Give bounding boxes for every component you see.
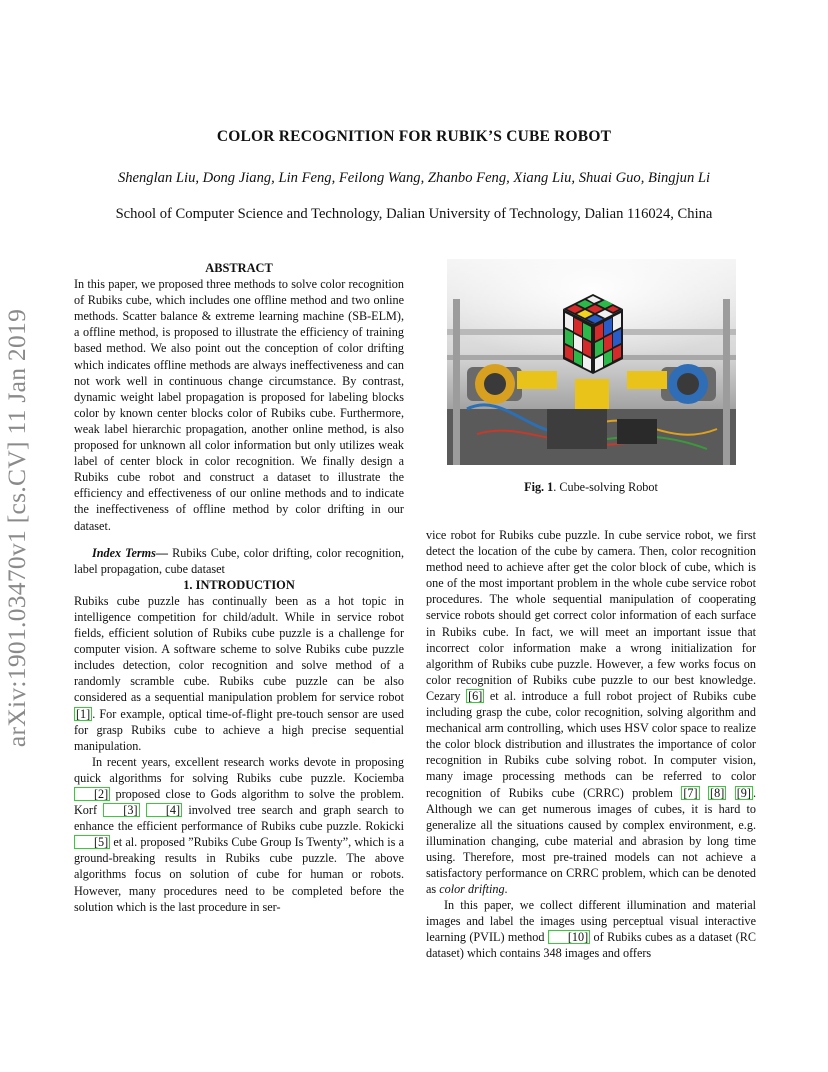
index-terms-text: Rubiks Cube, color drifting, color recognition, label propagation, cube dataset <box>74 545 404 576</box>
left-column <box>74 260 404 915</box>
intro-paragraph-3: vice robot for Rubiks cube puzzle. In cube service robot, we first detect the location of the cube by camera. Then, color recognition method need to achieve after get the color block of cube, which is one of the most important problem in the whole cube service robot procedures. The whole sequential manipulation of cooperating service robots should get correct color information of each surface in Rubiks cube. In fact, we will meet an important issue that incorrect color information make a wrong initialization for algorithm of Rubiks cube puzzle. However, a few works focus on color recognition of Rubiks cube puzzle to our best knowledge. Cezary [6] et al. introduce a full robot project of Rubiks cube including grasp the cube, color recognition, solving algorithm and mechanical arm controlling, which uses HSV color space to realize the color block distribution and illustrates the importance of color recognition in Rubiks cube solving robot. In computer vision, many image processing methods can be referred to color recognition of Rubiks cube (CRRC) problem [7] [8] [9] . Although we can get numerous images of cubes, it is hard to generalize all the situations caused by complex environment, e.g. illumination changing, cube material and abrasion by long time using. Therefore, most pre-trained models can not achieve a satisfactory performance on CRRC problem, which can be denoted as color drifting. <box>426 528 757 897</box>
index-terms-label: Index Terms— <box>92 545 169 560</box>
abstract-heading: ABSTRACT <box>205 261 273 275</box>
figure-caption: Fig. 1. Cube-solving Robot <box>524 480 658 494</box>
emphasis-term: color drifting <box>439 882 505 897</box>
intro-heading: 1. INTRODUCTION <box>183 577 295 592</box>
intro-paragraph-4: In this paper, we collect different illumination and material images and label the images using perceptual visual interactive learning (PVIL) method [10] of Rubiks cubes as a dataset (RC dataset) which contains 348 images and offers <box>426 898 757 961</box>
citation-link[interactable]: [2] <box>74 787 110 801</box>
citation-link[interactable]: [3] <box>103 803 139 817</box>
author-list: Shenglan Liu, Dong Jiang, Lin Feng, Feilong Wang, Zhanbo Feng, Xiang Liu, Shuai Guo, Bingjun Li <box>117 170 711 186</box>
robot-photo-illustration <box>447 259 736 465</box>
citation-link[interactable]: [1] <box>76 706 91 721</box>
citation-link[interactable]: [7] <box>683 785 698 800</box>
citation-link[interactable]: [8] <box>710 785 725 800</box>
citation-link[interactable]: [6] <box>468 688 483 703</box>
intro-paragraph-1: Rubiks cube puzzle has continually been as a hot topic in intelligence competition for child/adult. While in service robot fields, efficient solution of Rubiks cube puzzle is a challenge for computer vision. A software scheme to solve Rubiks cube puzzle includes detection, color recognition and solve method of a randomly scramble cube. Rubiks cube puzzle can be also considered as a sequential manipulation problem for service robot [1] . For example, optical time-of-flight pre-touch sensor are used for grasp Rubiks cube to achieve a high precise sequential manipulation. <box>74 593 404 753</box>
citation-link[interactable]: [9] <box>736 785 751 800</box>
abstract-text: In this paper, we proposed three methods to solve color recognition of Rubiks cube, which includes one offline method and two online methods. Scatter balance & extreme learning machine (SB-ELM), a offline method, is proposed to illustrate the efficiency of training based method. We also point out the conception of color drifting which indicates offline methods are always ineffectiveness and can not work well in continuous change circumstance. By contrast, dynamic weight label propagation is proposed for labeling blocks color by known center blocks color of Rubiks cube. Furthermore, weak label hierarchic propagation, another online method, is also proposed for unknown all color information but only utilizes weak label of center block in color recognition. We finally design a Rubiks cube robot and construct a dataset to illustrate the efficiency and effectiveness of our online methods and to indicate the ineffectiveness of offline method by color drifting in our dataset. <box>74 277 404 533</box>
index-terms <box>74 545 404 577</box>
citation-link[interactable]: [10] <box>548 930 590 944</box>
right-column <box>426 527 756 962</box>
intro-paragraph-2: In recent years, excellent research works devote in proposing quick algorithms for solving Rubiks cube puzzle. Kociemba [2] proposed close to Gods algorithm to solve the problem. Korf [3] [4] involved tree search and graph search to enhance the efficient performance of Rubiks cube puzzle. Rokicki [5] et al. proposed ”Rubiks Cube Group Is Twenty”, which is a ground-breaking results in Rubiks cube puzzle. The above algorithms focus on solution of cube for human or robots. However, many procedures need to be completed before the solution which is the last procedure in ser- <box>74 754 404 914</box>
arxiv-identifier: arXiv:1901.03470v1 [cs.CV] 11 Jan 2019 <box>2 308 31 748</box>
citation-link[interactable]: [5] <box>74 835 110 849</box>
paper-title: COLOR RECOGNITION FOR RUBIK’S CUBE ROBOT <box>216 128 612 145</box>
figure-label: Fig. 1 <box>524 480 554 494</box>
figure-cube-robot-photo <box>447 259 736 465</box>
citation-link[interactable]: [4] <box>146 803 182 817</box>
affiliation: School of Computer Science and Technology, Dalian University of Technology, Dalian 116024, China <box>115 206 713 222</box>
